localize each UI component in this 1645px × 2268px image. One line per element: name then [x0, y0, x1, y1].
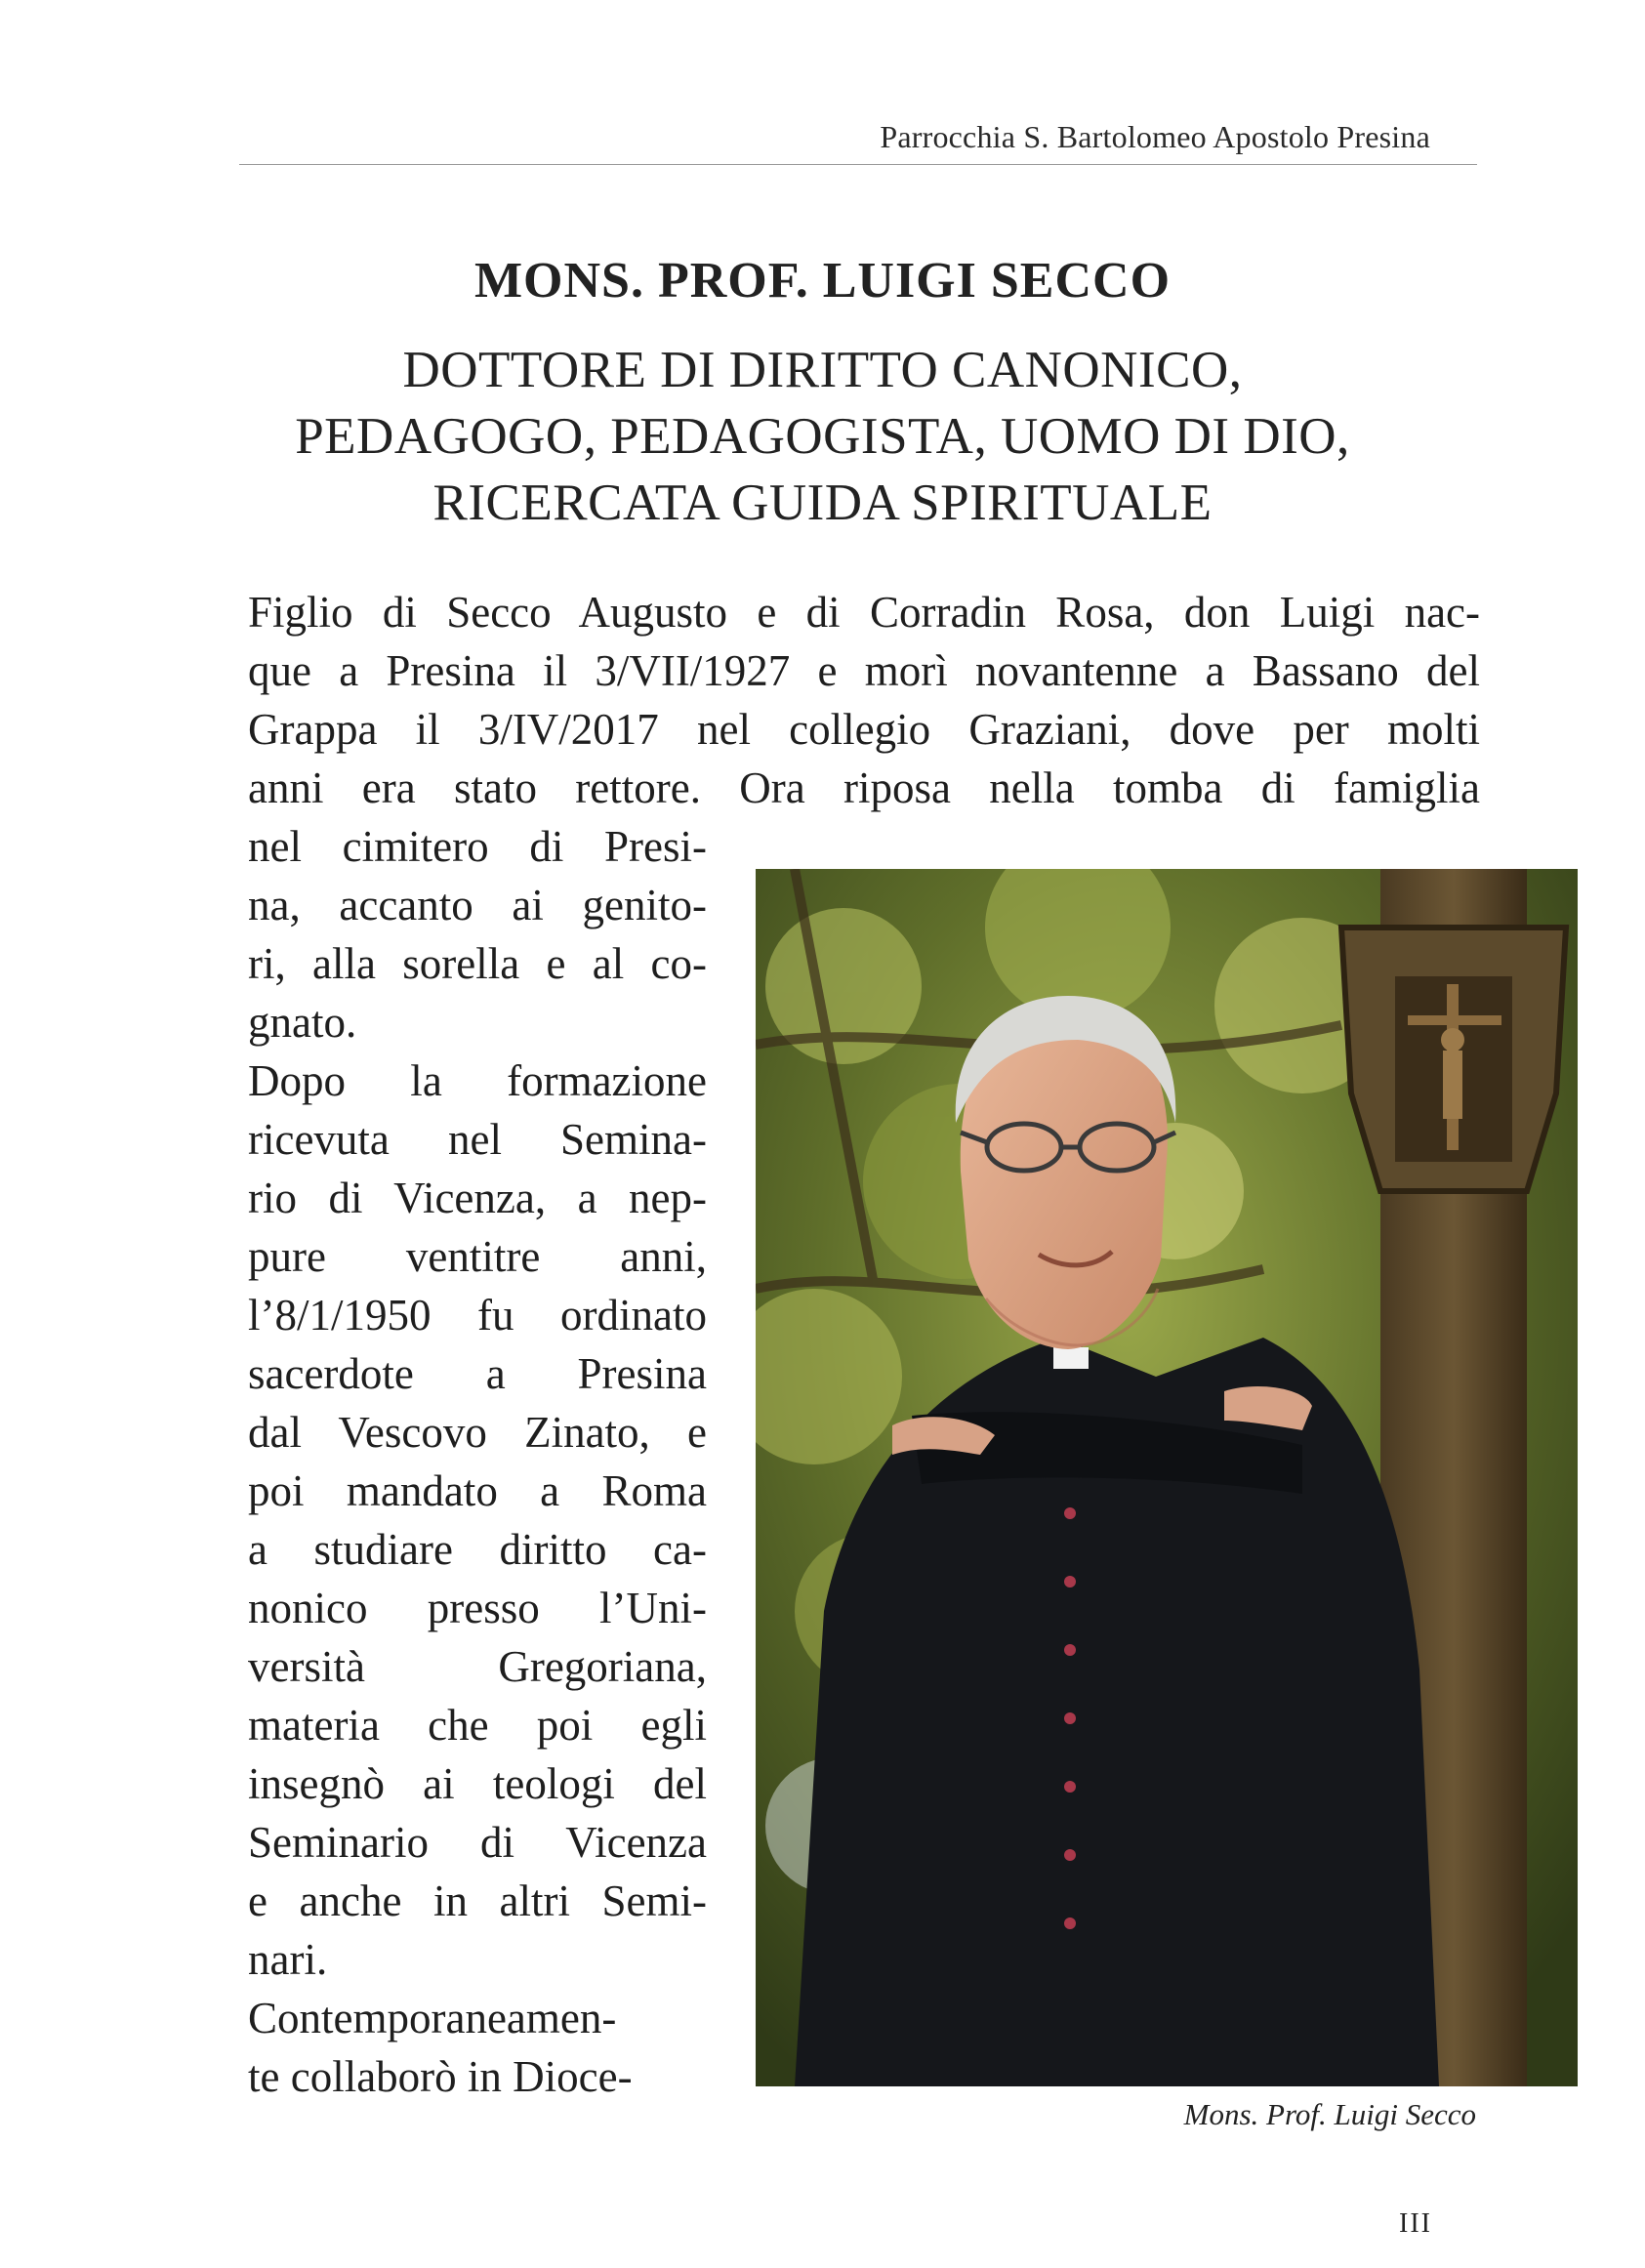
text-line: Seminario di Vicenza — [248, 1818, 707, 1867]
text-line: poi mandato a Roma — [248, 1466, 707, 1515]
text-line: versità Gregoriana, — [248, 1642, 707, 1691]
header-divider — [239, 164, 1477, 165]
text-line: Figlio di Secco Augusto e di Corradin Rosa, don Luigi nac- — [248, 588, 1480, 637]
subtitle-line: RICERCATA GUIDA SPIRITUALE — [432, 474, 1213, 531]
text-line: Dopo la formazione — [248, 1056, 707, 1105]
article-title: MONS. PROF. LUIGI SECCO — [473, 253, 1172, 309]
body-column — [248, 817, 707, 2106]
text-line: pure ventitre anni, — [248, 1232, 707, 1281]
text-line: que a Presina il 3/VII/1927 e morì novantenne a Bassano del — [248, 646, 1480, 695]
intro-paragraph — [248, 583, 1480, 817]
article-subtitle — [0, 337, 1645, 536]
text-line: nonico presso l’Uni- — [248, 1584, 707, 1632]
text-line: sacerdote a Presina — [248, 1349, 707, 1398]
page-number: III — [1399, 2208, 1432, 2239]
text-line: na, accanto ai genito- — [248, 881, 707, 929]
text-line: te collaborò in Dioce- — [248, 2052, 633, 2101]
text-line: ricevuta nel Semina- — [248, 1115, 707, 1164]
text-line: Contemporaneamen- — [248, 1994, 617, 2042]
subtitle-line: DOTTORE DI DIRITTO CANONICO, — [402, 342, 1243, 398]
text-line: materia che poi egli — [248, 1701, 707, 1750]
text-line: nel cimitero di Presi- — [248, 822, 707, 871]
text-line: l’8/1/1950 fu ordinato — [248, 1291, 707, 1340]
text-line: ri, alla sorella e al co- — [248, 939, 707, 988]
text-line: rio di Vicenza, a nep- — [248, 1174, 707, 1222]
text-line: anni era stato rettore. Ora riposa nella tomba di famiglia — [248, 763, 1480, 812]
text-line: insegnò ai teologi del — [248, 1759, 707, 1808]
text-line: a studiare diritto ca- — [248, 1525, 707, 1574]
running-header: Parrocchia S. Bartolomeo Apostolo Presina — [880, 119, 1430, 154]
text-line: Grappa il 3/IV/2017 nel collegio Graziani, dove per molti — [248, 705, 1480, 754]
subtitle-line: PEDAGOGO, PEDAGOGISTA, UOMO DI DIO, — [295, 408, 1350, 465]
photo-caption: Mons. Prof. Luigi Secco — [1183, 2097, 1476, 2131]
text-line: e anche in altri Semi- — [248, 1876, 707, 1925]
portrait-photo — [756, 869, 1578, 2086]
text-line: nari. — [248, 1935, 328, 1984]
text-line: gnato. — [248, 998, 357, 1047]
text-line: dal Vescovo Zinato, e — [248, 1408, 707, 1457]
